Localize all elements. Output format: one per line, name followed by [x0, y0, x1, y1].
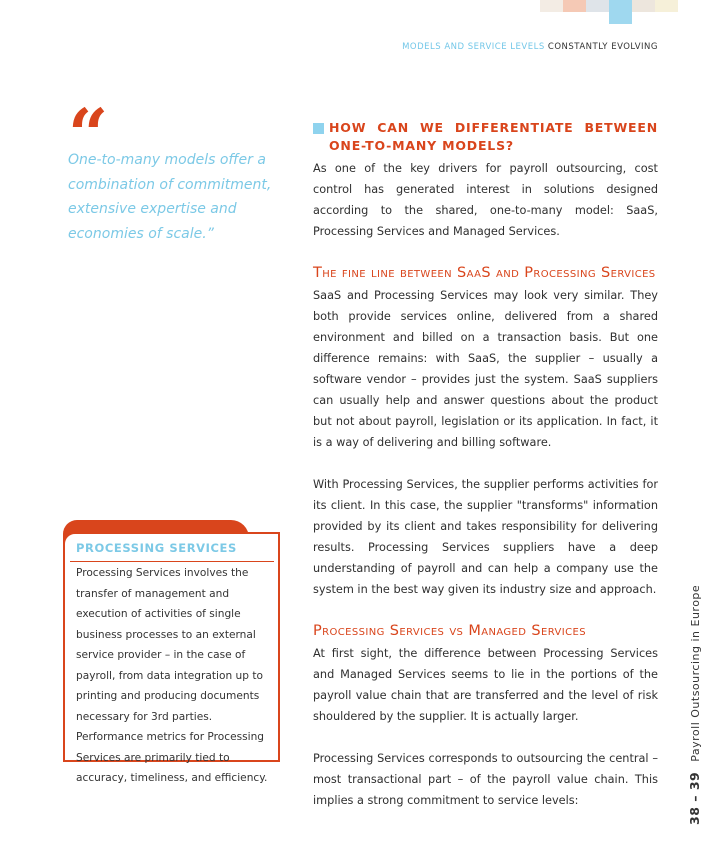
- intro-paragraph: As one of the key drivers for payroll outsourcing, cost control has generated interest in solutions designed according to the shared, one-to-many model: SaaS, Processing Services and Managed Services.: [313, 162, 658, 238]
- section-heading: [313, 119, 658, 155]
- paragraph: With Processing Services, the supplier performs activities for its client. In this case, the supplier "transforms" information provided by its client and takes responsibility for delivering results. Processing Services suppliers have a deep understanding of payroll and can help a company use the system in the best way given its industry size and approach.: [313, 478, 658, 596]
- color-swatch: [563, 0, 586, 12]
- page-numbers: 38 – 39: [687, 771, 702, 825]
- subheading-managed: Processing Services vs Managed Services: [313, 623, 586, 639]
- main-column: [313, 115, 658, 811]
- publication-title: Payroll Outsourcing in Europe: [689, 584, 702, 762]
- sidebox-body: Processing Services involves the transfer of management and execution of activities of single business processes to an external service provider – in the case of payroll, from data integration up to printing and producing documents necessary for 3rd parties. Performance metrics for Processing Services are primarily tied to accuracy, timeliness, and efficiency.: [76, 567, 268, 784]
- running-header: [402, 42, 658, 52]
- color-swatch: [632, 0, 655, 12]
- header-right: CONSTANTLY EVOLVING: [547, 42, 658, 52]
- header-left: MODELS AND SERVICE LEVELS: [402, 42, 545, 52]
- subheading-saas: The fine line between SaaS and Processing Services: [313, 265, 656, 281]
- pull-quote: One-to-many models offer a combination of commitment, extensive expertise and economies of scale.”: [68, 152, 272, 242]
- color-swatch: [540, 0, 563, 12]
- sidebox-title: PROCESSING SERVICES: [76, 541, 237, 555]
- page-footer-vertical: [687, 585, 702, 825]
- color-strip: [540, 0, 678, 24]
- color-swatch: [655, 0, 678, 12]
- quote-mark: “: [68, 93, 109, 176]
- color-swatch: [609, 0, 632, 24]
- paragraph: SaaS and Processing Services may look very similar. They both provide services online, delivered from a shared environment and billed on a transaction basis. But one difference remains: with SaaS, the supplier – usually a software vendor – provides just the system. SaaS suppliers can usually help and answer questions about the product but not about payroll, legislation or its application. In fact, it is a way of delivering and billing software.: [313, 289, 658, 449]
- sidebox-rule: [70, 561, 274, 562]
- paragraph: At first sight, the difference between Processing Services and Managed Services seems to lie in the portions of the payroll value chain that are transferred and the level of risk shouldered by the supplier. It is actually larger.: [313, 647, 658, 723]
- heading-square-icon: [313, 123, 324, 134]
- paragraph: Processing Services corresponds to outsourcing the central – most transactional part – of the payroll value chain. This implies a strong commitment to service levels:: [313, 752, 658, 807]
- color-swatch: [586, 0, 609, 12]
- section-heading-text: HOW CAN WE DIFFERENTIATE BETWEEN ONE-TO-MANY MODELS?: [329, 120, 658, 153]
